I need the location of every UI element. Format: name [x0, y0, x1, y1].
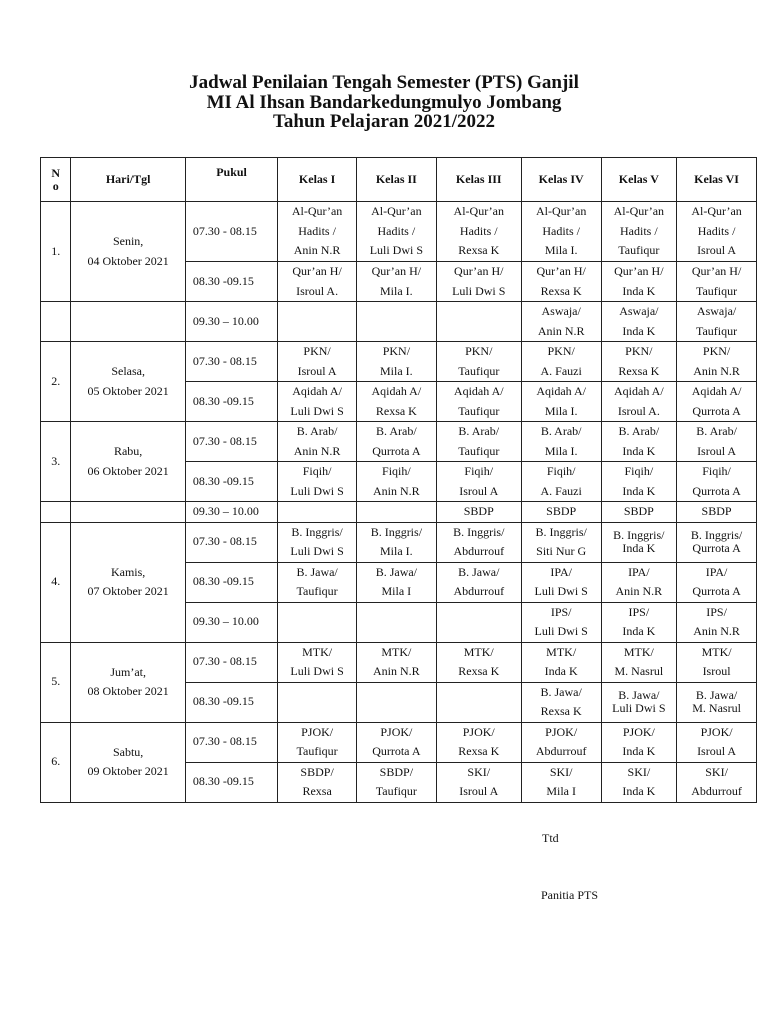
table-row — [41, 422, 757, 462]
class-3-cell: Aqidah A/ Taufiqur — [436, 382, 521, 422]
day-date: Sabtu, 09 Oktober 2021 — [71, 722, 185, 802]
class-1-cell: PKN/ Isroul A — [278, 342, 357, 382]
class-3-cell: Al-Qur’an Hadits / Rexsa K — [436, 202, 521, 262]
day-number: 3. — [41, 422, 71, 502]
title-line-1: Jadwal Penilaian Tengah Semester (PTS) Ganjil — [189, 72, 579, 93]
class-2-cell: Fiqih/ Anin N.R — [356, 462, 436, 502]
day-number: 1. — [41, 202, 71, 302]
class-5-cell: Qur’an H/ Inda K — [601, 262, 677, 302]
header-hari: Hari/Tgl — [71, 158, 185, 202]
table-row — [41, 202, 757, 262]
class-4-cell: Aswaja/ Anin N.R — [521, 302, 601, 342]
time-slot: 08.30 -09.15 — [185, 382, 277, 422]
class-5-cell: PJOK/ Inda K — [601, 722, 677, 762]
header-kelas-2: Kelas II — [356, 158, 436, 202]
class-4-cell: MTK/ Inda K — [521, 642, 601, 682]
class-6-cell: Fiqih/ Qurrota A — [677, 462, 757, 502]
class-2-cell — [356, 682, 436, 722]
class-2-cell: PJOK/ Qurrota A — [356, 722, 436, 762]
class-6-cell: Qur’an H/ Taufiqur — [677, 262, 757, 302]
class-5-cell: PKN/ Rexsa K — [601, 342, 677, 382]
class-2-cell — [356, 502, 436, 523]
class-6-cell: B. Arab/ Isroul A — [677, 422, 757, 462]
class-3-cell: MTK/ Rexsa K — [436, 642, 521, 682]
time-slot: 08.30 -09.15 — [185, 762, 277, 802]
class-5-cell: MTK/ M. Nasrul — [601, 642, 677, 682]
table-header-row — [41, 158, 757, 202]
class-2-cell: Al-Qur’an Hadits / Luli Dwi S — [356, 202, 436, 262]
class-2-cell: Aqidah A/ Rexsa K — [356, 382, 436, 422]
header-kelas-5: Kelas V — [601, 158, 677, 202]
class-1-cell — [278, 502, 357, 523]
class-3-cell: PKN/ Taufiqur — [436, 342, 521, 382]
time-slot: 07.30 - 08.15 — [185, 202, 277, 262]
class-4-cell: B. Jawa/ Rexsa K — [521, 682, 601, 722]
class-1-cell: SBDP/ Rexsa — [278, 762, 357, 802]
class-6-cell: PKN/ Anin N.R — [677, 342, 757, 382]
header-kelas-6: Kelas VI — [677, 158, 757, 202]
class-2-cell: PKN/ Mila I. — [356, 342, 436, 382]
time-slot: 07.30 - 08.15 — [185, 342, 277, 382]
class-3-cell — [436, 682, 521, 722]
class-2-cell: MTK/ Anin N.R — [356, 642, 436, 682]
class-1-cell: B. Jawa/ Taufiqur — [278, 562, 357, 602]
class-4-cell: Aqidah A/ Mila I. — [521, 382, 601, 422]
day-date: Jum’at, 08 Oktober 2021 — [71, 642, 185, 722]
class-2-cell — [356, 602, 436, 642]
class-3-cell: Fiqih/ Isroul A — [436, 462, 521, 502]
class-2-cell: B. Inggris/ Mila I. — [356, 522, 436, 562]
table-row — [41, 522, 757, 562]
time-slot: 07.30 - 08.15 — [185, 642, 277, 682]
class-4-cell: SKI/ Mila I — [521, 762, 601, 802]
class-4-cell: SBDP — [521, 502, 601, 523]
day-date: Senin, 04 Oktober 2021 — [71, 202, 185, 302]
class-5-cell: SKI/ Inda K — [601, 762, 677, 802]
class-3-cell: B. Jawa/ Abdurrouf — [436, 562, 521, 602]
time-slot: 08.30 -09.15 — [185, 682, 277, 722]
header-kelas-1: Kelas I — [278, 158, 357, 202]
class-4-cell: B. Arab/ Mila I. — [521, 422, 601, 462]
class-3-cell: SKI/ Isroul A — [436, 762, 521, 802]
class-1-cell — [278, 682, 357, 722]
time-slot: 07.30 - 08.15 — [185, 422, 277, 462]
day-date: Rabu, 06 Oktober 2021 — [71, 422, 185, 502]
document-title — [0, 73, 768, 132]
class-4-cell: Qur’an H/ Rexsa K — [521, 262, 601, 302]
header-kelas-3: Kelas III — [436, 158, 521, 202]
class-6-cell: SBDP — [677, 502, 757, 523]
class-4-cell: PKN/ A. Fauzi — [521, 342, 601, 382]
class-4-cell: PJOK/ Abdurrouf — [521, 722, 601, 762]
day-number: 5. — [41, 642, 71, 722]
class-5-cell: B. Jawa/ Luli Dwi S — [601, 682, 677, 722]
class-1-cell — [278, 602, 357, 642]
day-date-empty — [71, 302, 185, 342]
class-1-cell: Fiqih/ Luli Dwi S — [278, 462, 357, 502]
class-5-cell: B. Inggris/ Inda K — [601, 522, 677, 562]
class-6-cell: PJOK/ Isroul A — [677, 722, 757, 762]
class-6-cell: Aqidah A/ Qurrota A — [677, 382, 757, 422]
class-5-cell: Aqidah A/ Isroul A. — [601, 382, 677, 422]
class-4-cell: Al-Qur’an Hadits / Mila I. — [521, 202, 601, 262]
day-number: 4. — [41, 522, 71, 642]
class-1-cell: PJOK/ Taufiqur — [278, 722, 357, 762]
day-date-empty — [71, 502, 185, 523]
class-3-cell: SBDP — [436, 502, 521, 523]
schedule-table — [40, 157, 757, 803]
committee-label: Panitia PTS — [541, 888, 599, 902]
class-1-cell: Qur’an H/ Isroul A. — [278, 262, 357, 302]
class-4-cell: IPA/ Luli Dwi S — [521, 562, 601, 602]
class-6-cell: MTK/ Isroul — [677, 642, 757, 682]
table-row — [41, 302, 757, 342]
class-1-cell: MTK/ Luli Dwi S — [278, 642, 357, 682]
class-5-cell: Fiqih/ Inda K — [601, 462, 677, 502]
class-4-cell: B. Inggris/ Siti Nur G — [521, 522, 601, 562]
header-kelas-4: Kelas IV — [521, 158, 601, 202]
class-1-cell: Al-Qur’an Hadits / Anin N.R — [278, 202, 357, 262]
class-4-cell: Fiqih/ A. Fauzi — [521, 462, 601, 502]
class-3-cell: Qur’an H/ Luli Dwi S — [436, 262, 521, 302]
class-6-cell: IPS/ Anin N.R — [677, 602, 757, 642]
class-6-cell: B. Jawa/ M. Nasrul — [677, 682, 757, 722]
header-pukul: Pukul — [185, 158, 277, 202]
class-2-cell: B. Arab/ Qurrota A — [356, 422, 436, 462]
day-number: 6. — [41, 722, 71, 802]
day-number: 2. — [41, 342, 71, 422]
time-slot: 07.30 - 08.15 — [185, 522, 277, 562]
class-6-cell: Al-Qur’an Hadits / Isroul A — [677, 202, 757, 262]
class-5-cell: Al-Qur’an Hadits / Taufiqur — [601, 202, 677, 262]
time-slot: 08.30 -09.15 — [185, 562, 277, 602]
class-2-cell: B. Jawa/ Mila I — [356, 562, 436, 602]
class-6-cell: Aswaja/ Taufiqur — [677, 302, 757, 342]
day-date: Kamis, 07 Oktober 2021 — [71, 522, 185, 642]
header-no: N o — [41, 158, 71, 202]
time-slot: 09.30 – 10.00 — [185, 602, 277, 642]
day-number-empty — [41, 302, 71, 342]
class-3-cell — [436, 302, 521, 342]
class-1-cell — [278, 302, 357, 342]
time-slot: 08.30 -09.15 — [185, 462, 277, 502]
class-3-cell: B. Inggris/ Abdurrouf — [436, 522, 521, 562]
title-line-2: MI Al Ihsan Bandarkedungmulyo Jombang — [206, 91, 562, 113]
class-2-cell — [356, 302, 436, 342]
class-3-cell: B. Arab/ Taufiqur — [436, 422, 521, 462]
day-date: Selasa, 05 Oktober 2021 — [71, 342, 185, 422]
class-1-cell: B. Inggris/ Luli Dwi S — [278, 522, 357, 562]
class-4-cell: IPS/ Luli Dwi S — [521, 602, 601, 642]
class-1-cell: Aqidah A/ Luli Dwi S — [278, 382, 357, 422]
time-slot: 09.30 – 10.00 — [185, 502, 277, 523]
class-5-cell: Aswaja/ Inda K — [601, 302, 677, 342]
class-5-cell: SBDP — [601, 502, 677, 523]
table-row — [41, 722, 757, 762]
class-1-cell: B. Arab/ Anin N.R — [278, 422, 357, 462]
day-number-empty — [41, 502, 71, 523]
table-row — [41, 642, 757, 682]
time-slot: 07.30 - 08.15 — [185, 722, 277, 762]
class-6-cell: IPA/ Qurrota A — [677, 562, 757, 602]
class-2-cell: Qur’an H/ Mila I. — [356, 262, 436, 302]
table-row — [41, 342, 757, 382]
time-slot: 09.30 – 10.00 — [185, 302, 277, 342]
time-slot: 08.30 -09.15 — [185, 262, 277, 302]
class-3-cell: PJOK/ Rexsa K — [436, 722, 521, 762]
title-line-3: Tahun Pelajaran 2021/2022 — [272, 111, 496, 132]
class-6-cell: B. Inggris/ Qurrota A — [677, 522, 757, 562]
class-3-cell — [436, 602, 521, 642]
class-5-cell: IPS/ Inda K — [601, 602, 677, 642]
class-6-cell: SKI/ Abdurrouf — [677, 762, 757, 802]
class-5-cell: IPA/ Anin N.R — [601, 562, 677, 602]
class-2-cell: SBDP/ Taufiqur — [356, 762, 436, 802]
table-row — [41, 502, 757, 523]
signature-label: Ttd — [542, 831, 559, 845]
class-5-cell: B. Arab/ Inda K — [601, 422, 677, 462]
